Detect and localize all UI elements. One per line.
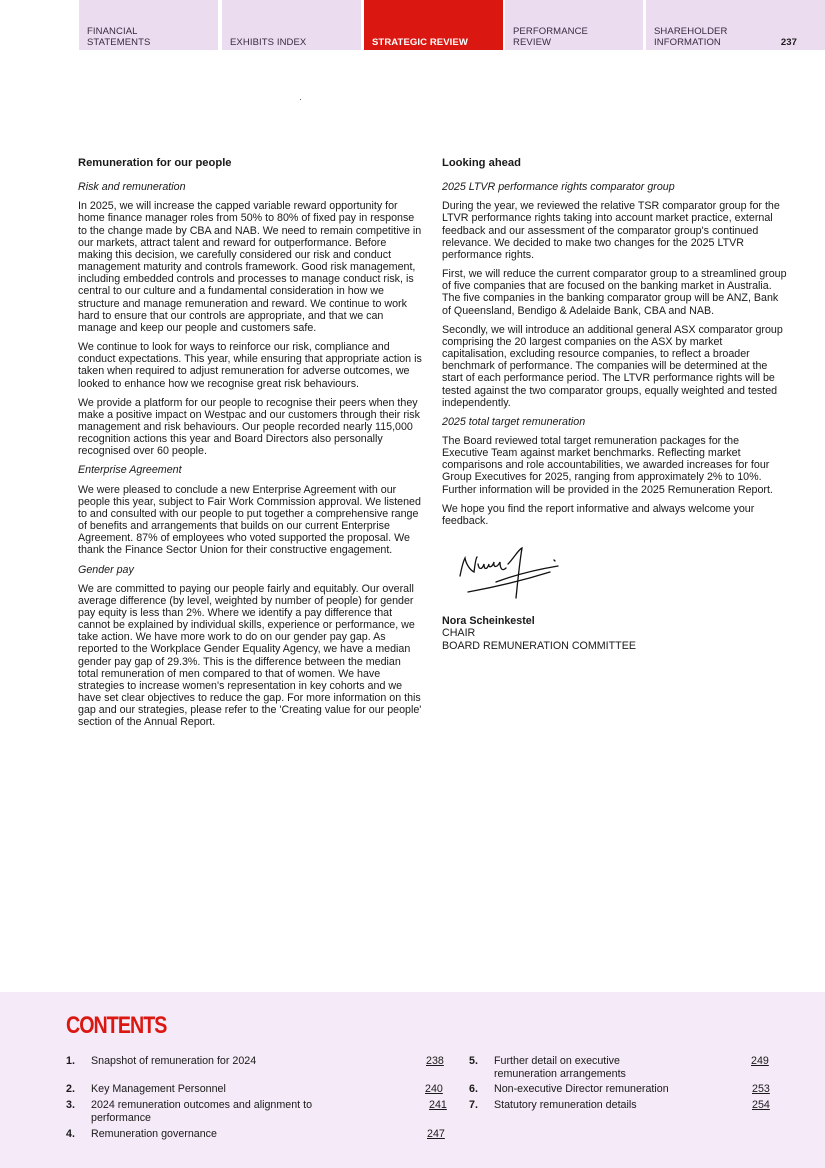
paragraph: We are committed to paying our people fairly and equitably. Our overall average difference (by level, weighted by number of people) for gender pay equity is less than 2%. Where we identify a pay difference that cannot be explained by individual skills, experience or performance, we take action. We have more work to do on our gender pay gap. As reported to the Workplace Gender Equality Agency, we have a median gender pay gap of 29.3%. This is the difference between the median total remuneration of men compared to that of women. We have strategies to increase women's representation in key cohorts and we have set clear objectives to reduce the gap. For more information on this gap and our strategies, please refer to the 'Creating value for our people' section of the Annual Report. [78,582,422,729]
tab-label: STATEMENTS [87,37,151,48]
paragraph: First, we will reduce the current comparator group to a streamlined group of five companies that are focused on the banking market in Australia. The five companies in the banking comparator group will be ANZ, Bank of Queensland, Bendigo & Adelaide Bank, CBA and NAB. [442,268,787,317]
tab-performance-review[interactable] [505,0,643,50]
section-nav [79,0,825,50]
toc-label: Remuneration governance [91,1128,217,1140]
paragraph: We were pleased to conclude a new Enterprise Agreement with our people this year, subject to Fair Work Commission approval. We listened to and consulted with our people to put together a comprehensive range of benefits and arrangements that builds on our current Enterprise Agreement. 87% of employees who voted supported the proposal. We thank the Finance Sector Union for their constructive engagement. [78,483,421,557]
toc-number: 2. [66,1083,75,1095]
toc-page-link[interactable]: 238 [426,1055,444,1067]
page-number: 237 [780,37,797,48]
subheading: Gender pay [78,563,134,576]
tab-financial-statements[interactable] [79,0,218,50]
tab-label: STRATEGIC REVIEW [372,37,468,48]
toc-number: 1. [66,1055,75,1067]
toc-label: Further detail on executive remuneration arrangements [494,1055,626,1080]
subheading: 2025 total target remuneration [442,415,586,428]
section-heading: Remuneration for our people [78,157,232,169]
subheading: 2025 LTVR performance rights comparator group [442,181,675,194]
toc-label: 2024 remuneration outcomes and alignment to performance [91,1099,313,1124]
toc-number: 7. [469,1099,478,1111]
tab-label: EXHIBITS INDEX [230,37,307,48]
toc-page-link[interactable]: 249 [751,1055,769,1067]
tab-label: SHAREHOLDER [654,26,728,37]
toc-number: 3. [66,1099,75,1111]
toc-page-link[interactable]: 240 [425,1083,443,1095]
toc-number: 5. [469,1055,478,1067]
toc-number: 4. [66,1128,75,1140]
toc-label: Key Management Personnel [91,1083,226,1095]
signer-name: Nora Scheinkestel [442,615,535,628]
paragraph: During the year, we reviewed the relative TSR comparator group for the LTVR performance rights taking into account market practice, external feedback and our assessment of the comparator group's continued relevance. We decided to make two changes for the 2025 LTVR performance rights. [442,200,780,261]
tab-exhibits-index[interactable] [222,0,361,50]
contents-title: CONTENTS [66,1012,167,1039]
decorative-dot [300,99,301,100]
toc-page-link[interactable]: 253 [752,1083,770,1095]
tab-shareholder-information[interactable] [646,0,825,50]
paragraph: We provide a platform for our people to recognise their peers when they make a positive impact on Westpac and our customers through their risk management and risk behaviours. Our people recorded nearly 115,000 recognition actions this year and Board Directors also personally recognised over 60 people. [78,396,420,458]
paragraph: The Board reviewed total target remuneration packages for the Executive Team against market benchmarks. Reflecting market comparisons and role accountabilities, we awarded increases for four Group Executives for 2025, ranging from approximately 2% to 10%. Further information will be provided in the 2025 Remuneration Report. [442,434,773,496]
signer-committee: BOARD REMUNERATION COMMITTEE [442,639,636,652]
toc-label: Snapshot of remuneration for 2024 [91,1055,257,1067]
tab-label: INFORMATION [654,37,721,48]
paragraph: In 2025, we will increase the capped variable reward opportunity for home finance manager roles from 50% to 80% of fixed pay in response to the change made by CBA and NAB. We need to remain competitive in our markets, attract talent and reward for outperformance. Before making this decision, we carefully considered our risk and conduct management maturity and controls framework. Good risk management, including embedded controls and processes to manage conduct risk, is central to our culture and a fundamental consideration in how we structure and manage remuneration and reward. We continue to work hard to ensure that our controls are appropriate, and that we can manage and keep our people and customers safe. [78,200,422,334]
subheading: Enterprise Agreement [78,464,182,477]
contents-panel [0,992,825,1168]
toc-label: Statutory remuneration details [494,1099,637,1111]
toc-page-link[interactable]: 241 [429,1099,447,1111]
toc-page-link[interactable]: 247 [427,1128,445,1140]
right-column [442,157,787,652]
paragraph: We continue to look for ways to reinforce our risk, compliance and conduct expectations. This year, while ensuring that appropriate action is taken when required to adjust remuneration for adverse outcomes, we looked to enhance how we recognise great risk behaviours. [78,341,422,390]
toc-page-link[interactable]: 254 [752,1099,770,1111]
paragraph: Secondly, we will introduce an additional general ASX comparator group comprising the 20 largest companies on the ASX by market capitalisation, excluding resource companies, to reflect a broader benchmark of performance. The companies will be determined at the start of each performance period. The LTVR performance rights will be tested against the two comparator groups, equally weighted and tested independently. [442,323,783,409]
left-column [78,157,423,736]
tab-label: REVIEW [513,37,552,48]
signature-image [456,546,566,608]
paragraph: We hope you find the report informative and always welcome your feedback. [442,502,755,527]
tab-label: FINANCIAL [87,26,138,37]
section-heading: Looking ahead [442,157,521,169]
subheading: Risk and remuneration [78,181,186,194]
tab-label: PERFORMANCE [513,26,588,37]
tab-strategic-review[interactable] [364,0,503,50]
toc-label: Non-executive Director remuneration [494,1083,669,1095]
signer-title: CHAIR [442,627,476,640]
toc-number: 6. [469,1083,478,1095]
